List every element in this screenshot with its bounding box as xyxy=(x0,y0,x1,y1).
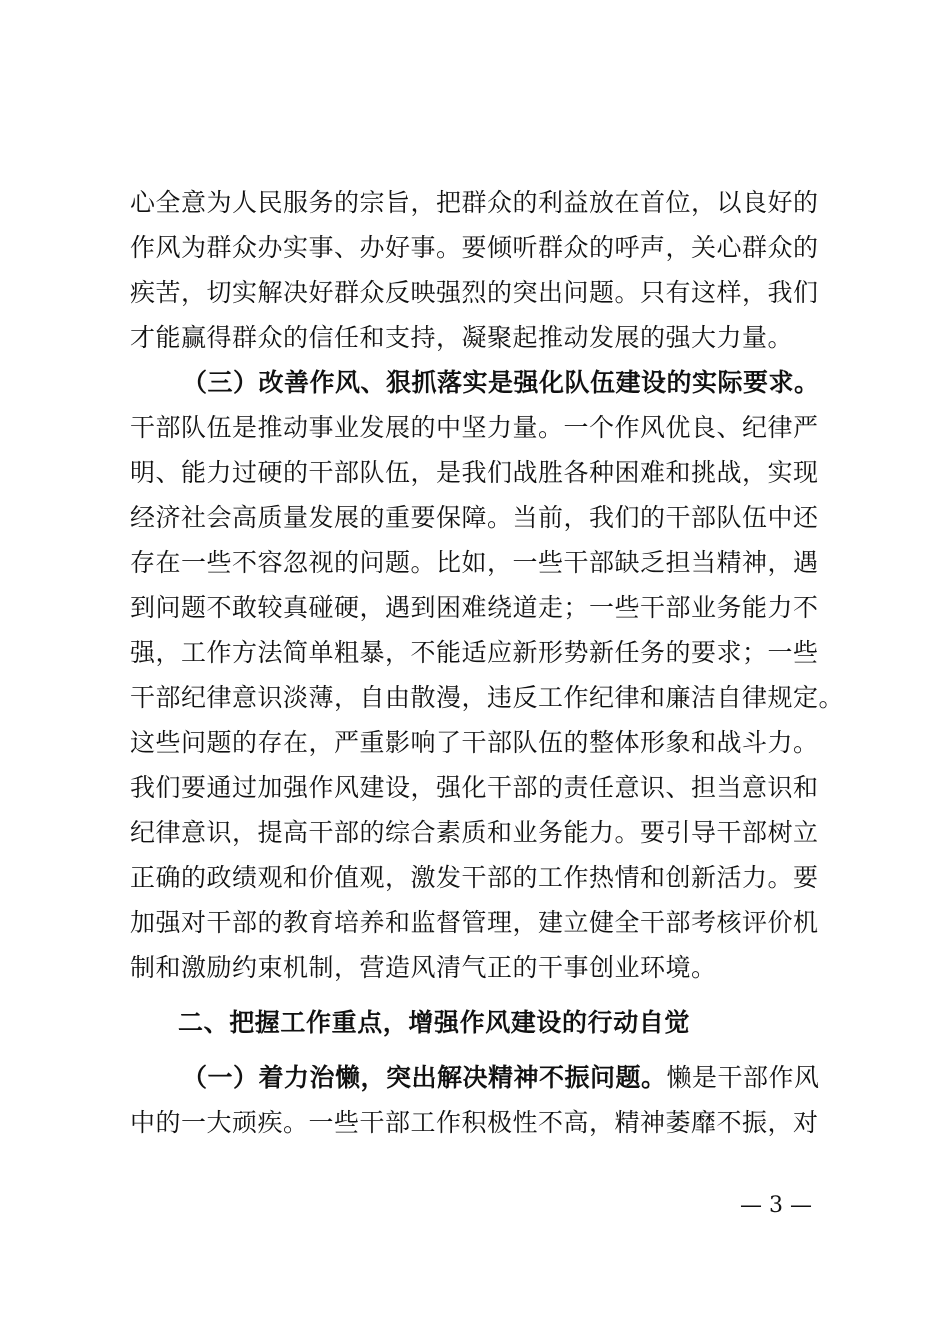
body-text-line: 明、能力过硬的干部队伍，是我们战胜各种困难和挑战，实现 xyxy=(130,458,819,487)
body-text-line: 纪律意识，提高干部的综合素质和业务能力。要引导干部树立 xyxy=(130,818,819,847)
body-text-line: 作风为群众办实事、办好事。要倾听群众的呼声，关心群众的 xyxy=(130,233,819,262)
paragraph-first-line xyxy=(182,1063,820,1093)
subsection-heading-one: （一）着力治懒，突出解决精神不振问题。 xyxy=(182,1063,667,1092)
body-text-line: 我们要通过加强作风建设，强化干部的责任意识、担当意识和 xyxy=(130,773,819,802)
body-text-line: 正确的政绩观和价值观，激发干部的工作热情和创新活力。要 xyxy=(130,863,819,892)
body-text-line: 加强对干部的教育培养和监督管理，建立健全干部考核评价机 xyxy=(130,908,819,937)
body-text-line: 存在一些不容忽视的问题。比如，一些干部缺乏担当精神，遇 xyxy=(130,548,819,577)
body-text-line: 干部纪律意识淡薄，自由散漫，违反工作纪律和廉洁自律规定。 xyxy=(130,683,845,712)
body-text-line: 才能赢得群众的信任和支持，凝聚起推动发展的强大力量。 xyxy=(130,323,794,352)
body-text-line: 到问题不敢较真碰硬，遇到困难绕道走；一些干部业务能力不 xyxy=(130,593,819,622)
body-text-line: 干部队伍是推动事业发展的中坚力量。一个作风优良、纪律严 xyxy=(130,413,819,442)
section-heading-two: 二、把握工作重点，增强作风建设的行动自觉 xyxy=(178,1008,691,1037)
subsection-heading-three: （三）改善作风、狠抓落实是强化队伍建设的实际要求。 xyxy=(182,368,820,397)
body-text-line: 疾苦，切实解决好群众反映强烈的突出问题。只有这样，我们 xyxy=(130,278,819,307)
body-text-line: 制和激励约束机制，营造风清气正的干事创业环境。 xyxy=(130,953,717,982)
body-text-line: 中的一大顽疾。一些干部工作积极性不高，精神萎靡不振，对 xyxy=(130,1108,819,1137)
page-number: — 3 — xyxy=(740,1193,812,1218)
paragraph-lead-text: 懒是干部作风 xyxy=(666,1063,820,1092)
body-text-line: 强，工作方法简单粗暴，不能适应新形势新任务的要求；一些 xyxy=(130,638,819,667)
body-text-line: 心全意为人民服务的宗旨，把群众的利益放在首位，以良好的 xyxy=(130,188,819,217)
body-text-line: 经济社会高质量发展的重要保障。当前，我们的干部队伍中还 xyxy=(130,503,819,532)
body-text-line: 这些问题的存在，严重影响了干部队伍的整体形象和战斗力。 xyxy=(130,728,819,757)
